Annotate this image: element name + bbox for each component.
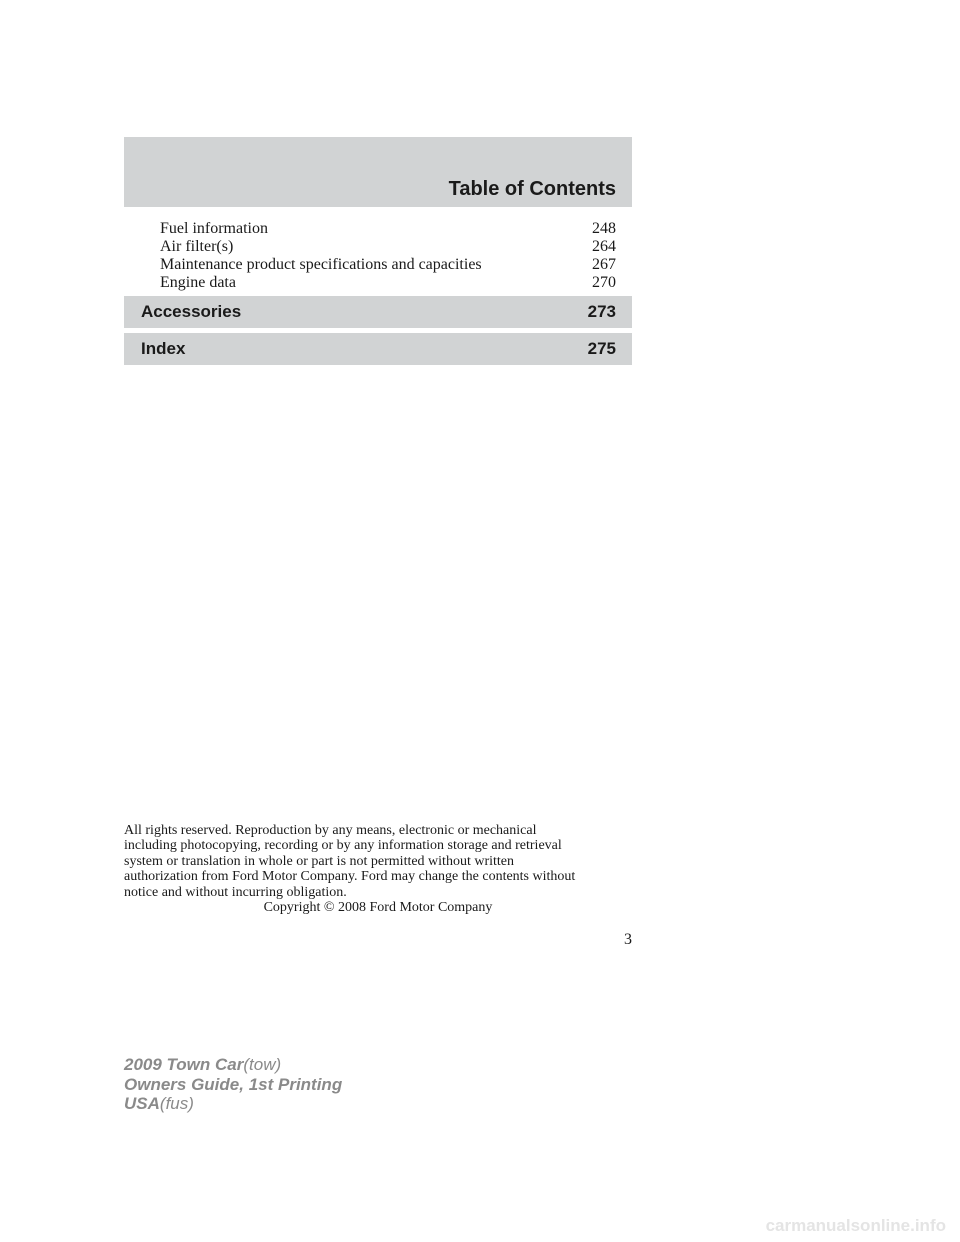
toc-entry-page: 270 bbox=[592, 274, 616, 291]
footer-region-code: (fus) bbox=[159, 1094, 194, 1113]
page-number: 3 bbox=[624, 931, 632, 948]
footer-line-model bbox=[124, 1055, 342, 1075]
toc-entry-page: 264 bbox=[592, 238, 616, 255]
toc-section-page: 275 bbox=[587, 339, 616, 358]
toc-entry-air-filters[interactable] bbox=[160, 238, 616, 256]
toc-entry-maintenance-product-specifications[interactable] bbox=[160, 256, 616, 274]
legal-line: notice and without incurring obligation. bbox=[124, 884, 347, 900]
header-band bbox=[124, 137, 632, 207]
toc-section-page: 273 bbox=[587, 302, 616, 321]
toc-entry-label: Air filter(s) bbox=[160, 238, 234, 255]
legal-notice bbox=[124, 823, 644, 900]
toc-entry-fuel-information[interactable] bbox=[160, 220, 616, 238]
toc-entry-page: 267 bbox=[592, 256, 616, 273]
legal-line: including photocopying, recording or by any information storage and retrieval bbox=[124, 838, 562, 854]
toc-section-accessories[interactable] bbox=[124, 296, 632, 328]
legal-line: All rights reserved. Reproduction by any means, electronic or mechanical bbox=[124, 823, 537, 838]
legal-line: system or translation in whole or part is not permitted without written bbox=[124, 853, 514, 869]
toc-section-label: Accessories bbox=[141, 302, 242, 321]
footer-model-code: (tow) bbox=[243, 1055, 282, 1074]
toc-entry-engine-data[interactable] bbox=[160, 274, 616, 292]
toc-section-index[interactable] bbox=[124, 333, 632, 365]
toc-section-label: Index bbox=[141, 339, 186, 358]
footer-line-printing bbox=[124, 1075, 342, 1095]
toc-entry-label: Fuel information bbox=[160, 220, 268, 237]
footer-region: USA bbox=[124, 1094, 160, 1113]
footer-model: 2009 Town Car bbox=[124, 1055, 244, 1074]
toc-entry-label: Maintenance product specifications and capacities bbox=[160, 256, 482, 273]
toc-list bbox=[160, 220, 616, 292]
footer-line-region bbox=[124, 1094, 342, 1114]
watermark: carmanualsonline.info bbox=[765, 1216, 946, 1235]
toc-entry-label: Engine data bbox=[160, 274, 236, 291]
footer-print-info bbox=[124, 1055, 342, 1114]
legal-line: authorization from Ford Motor Company. Ford may change the contents without bbox=[124, 869, 576, 885]
toc-entry-page: 248 bbox=[592, 220, 616, 237]
page-title: Table of Contents bbox=[448, 178, 616, 200]
copyright-notice: Copyright © 2008 Ford Motor Company bbox=[263, 900, 493, 915]
footer-printing: Owners Guide, 1st Printing bbox=[124, 1074, 343, 1094]
